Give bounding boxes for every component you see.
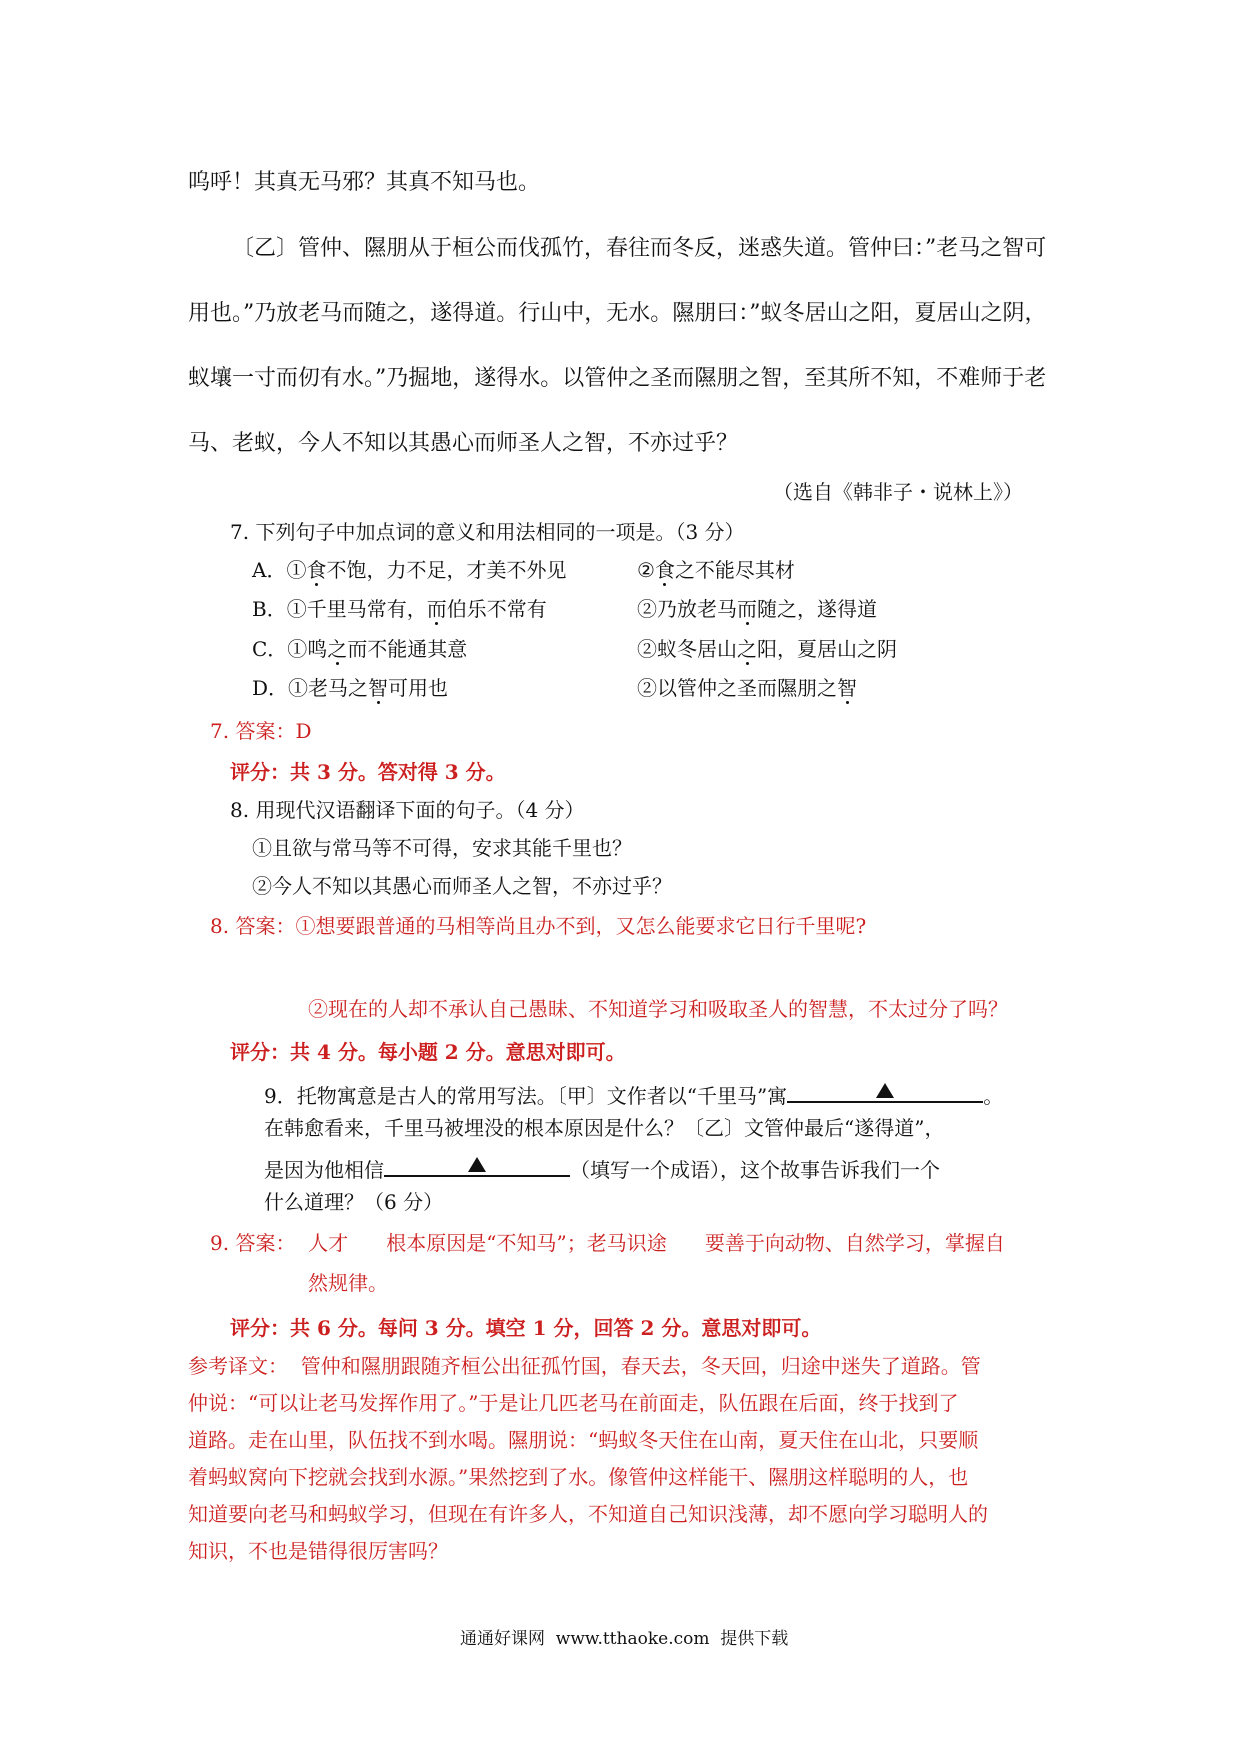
emphasis-dot: 之 xyxy=(327,637,348,661)
q7-option-c1: C．①鸣之而不能通其意 xyxy=(252,637,468,661)
translation-line: 着蚂蚁窝向下挖就会找到水源。”果然挖到了水。像管仲这样能干、隰朋这样聪明的人，也 xyxy=(188,1465,969,1489)
passage-line: 马、老蚁，今人不知以其愚心而师圣人之智，不亦过乎？ xyxy=(188,431,739,456)
emphasis-dot: 而 xyxy=(426,597,447,621)
question-9-line-3: 是因为他相信 （填写一个成语），这个故事告诉我们一个 xyxy=(264,1155,940,1180)
passage-source: （选自《韩非子・说林上》） xyxy=(773,480,1023,504)
triangle-marker-icon xyxy=(876,1083,894,1098)
q7-option-c2: ②蚁冬居山之阳，夏居山之阴 xyxy=(637,637,897,661)
q7-answer: 7. 答案：D xyxy=(210,719,312,743)
emphasis-dot: 之 xyxy=(737,637,757,661)
q7-option-a1: A．①食不饱，力不足，才美不外见 xyxy=(252,558,567,582)
emphasis-dot: 智 xyxy=(837,676,857,700)
q7-option-b1: B．①千里马常有，而伯乐不常有 xyxy=(252,597,547,621)
q9-answer-line-2: 然规律。 xyxy=(308,1271,388,1295)
q8-score: 评分：共 4 分。每小题 2 分。意思对即可。 xyxy=(230,1040,626,1064)
translation-line: 知道要向老马和蚂蚁学习，但现在有许多人，不知道自己知识浅薄，却不愿向学习聪明人的 xyxy=(188,1502,988,1526)
passage-line: 蚁壤一寸而仞有水。”乃掘地，遂得水。以管仲之圣而隰朋之智，至其所不知，不难师于老 xyxy=(188,366,1047,391)
translation-line: 知识，不也是错得很厉害吗？ xyxy=(188,1539,448,1563)
q8-sentence-2: ②今人不知以其愚心而师圣人之智，不亦过乎？ xyxy=(252,874,672,898)
q7-option-b2: ②乃放老马而随之，遂得道 xyxy=(637,597,877,621)
fill-blank xyxy=(384,1155,570,1177)
passage-line: 用也。”乃放老马而随之，遂得道。行山中，无水。隰朋曰：”蚁冬居山之阳，夏居山之阴， xyxy=(188,301,1047,326)
question-9-line-4: 什么道理？（6 分） xyxy=(264,1190,444,1214)
emphasis-dot: 食 xyxy=(306,558,327,582)
passage-line: 呜呼！其真无马邪？其真不知马也。 xyxy=(188,170,541,195)
emphasis-dot: 智 xyxy=(368,676,389,700)
fill-blank xyxy=(787,1081,983,1103)
translation-line: 仲说：“可以让老马发挥作用了。”于是让几匹老马在前面走，队伍跟在后面，终于找到了 xyxy=(188,1391,959,1415)
passage-line: 〔乙〕管仲、隰朋从于桓公而伐孤竹，春往而冬反，迷惑失道。管仲曰：”老马之智可 xyxy=(232,236,1047,261)
page-footer: 通通好课网 www.tthaoke.com 提供下载 xyxy=(460,1629,789,1649)
emphasis-dot: 而 xyxy=(737,597,757,621)
q8-answer-2: ②现在的人却不承认自己愚昧、不知道学习和吸取圣人的智慧，不太过分了吗？ xyxy=(308,997,1008,1021)
triangle-marker-icon xyxy=(468,1157,486,1172)
q8-sentence-1: ①且欲与常马等不可得，安求其能千里也？ xyxy=(252,836,632,860)
question-9-line-1: 9．托物寓意是古人的常用写法。〔甲〕文作者以“千里马”寓 。 xyxy=(264,1081,1003,1106)
emphasis-dot: 食 xyxy=(654,558,675,582)
translation-line: 道路。走在山里，队伍找不到水喝。隰朋说：“蚂蚁冬天住在山南，夏天住在山北，只要顺 xyxy=(188,1428,979,1452)
q8-answer-1: 8. 答案：①想要跟普通的马相等尚且办不到，又怎么能要求它日行千里呢? xyxy=(210,914,867,938)
q9-score: 评分：共 6 分。每问 3 分。填空 1 分，回答 2 分。意思对即可。 xyxy=(230,1316,822,1340)
q7-option-d1: D．①老马之智可用也 xyxy=(252,676,449,700)
q7-option-d2: ②以管仲之圣而隰朋之智 xyxy=(637,676,857,700)
question-8-stem: 8. 用现代汉语翻译下面的句子。（4 分） xyxy=(230,798,585,822)
q9-answer-line-1: 9. 答案： 人才 根本原因是“不知马”；老马识途 要善于向动物、自然学习，掌握自 xyxy=(210,1231,1005,1255)
question-9-line-2: 在韩愈看来，千里马被埋没的根本原因是什么？〔乙〕文管仲最后“遂得道”， xyxy=(264,1116,945,1140)
q7-score: 评分：共 3 分。答对得 3 分。 xyxy=(230,760,506,784)
translation-line: 参考译文： 管仲和隰朋跟随齐桓公出征孤竹国，春天去，冬天回，归途中迷失了道路。管 xyxy=(188,1354,981,1378)
q7-option-a2: ②食之不能尽其材 xyxy=(637,558,795,582)
question-7-stem: 7. 下列句子中加点词的意义和用法相同的一项是。（3 分） xyxy=(230,520,745,544)
